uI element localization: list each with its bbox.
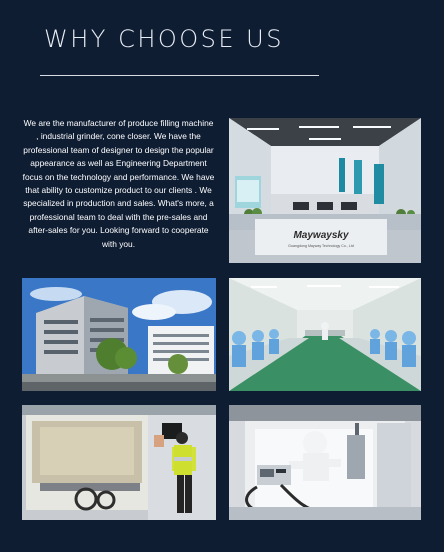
production-workshop-photo [229, 278, 421, 391]
production-workshop-image [229, 278, 421, 391]
office-reception-photo [229, 118, 421, 263]
factory-building-photo [22, 278, 216, 391]
factory-building-image [22, 278, 216, 391]
company-logo: Maywaysky [293, 230, 349, 241]
office-reception-image [229, 118, 421, 263]
company-name-sign: Guangdong Mayway Technology Co., Ltd [288, 244, 354, 248]
quality-testing-image [22, 405, 216, 520]
company-intro-text: We are the manufacturer of produce filling machine , industrial grinder, cone closer. We have the professional team of designer to design the popular appearance as well as Engineering Department focus on the technology and performance. We have that ability to customize product to our clients . We specialized in production and sales. What's more, a professional team to deal with the pre-sales and after-sales for you. Looking forward to cooperate with you. [22, 118, 215, 249]
laboratory-photo [229, 405, 421, 520]
laboratory-image [229, 405, 421, 520]
section-title: WHY CHOOSE US [44, 25, 284, 53]
title-divider [40, 75, 319, 76]
quality-testing-photo [22, 405, 216, 520]
